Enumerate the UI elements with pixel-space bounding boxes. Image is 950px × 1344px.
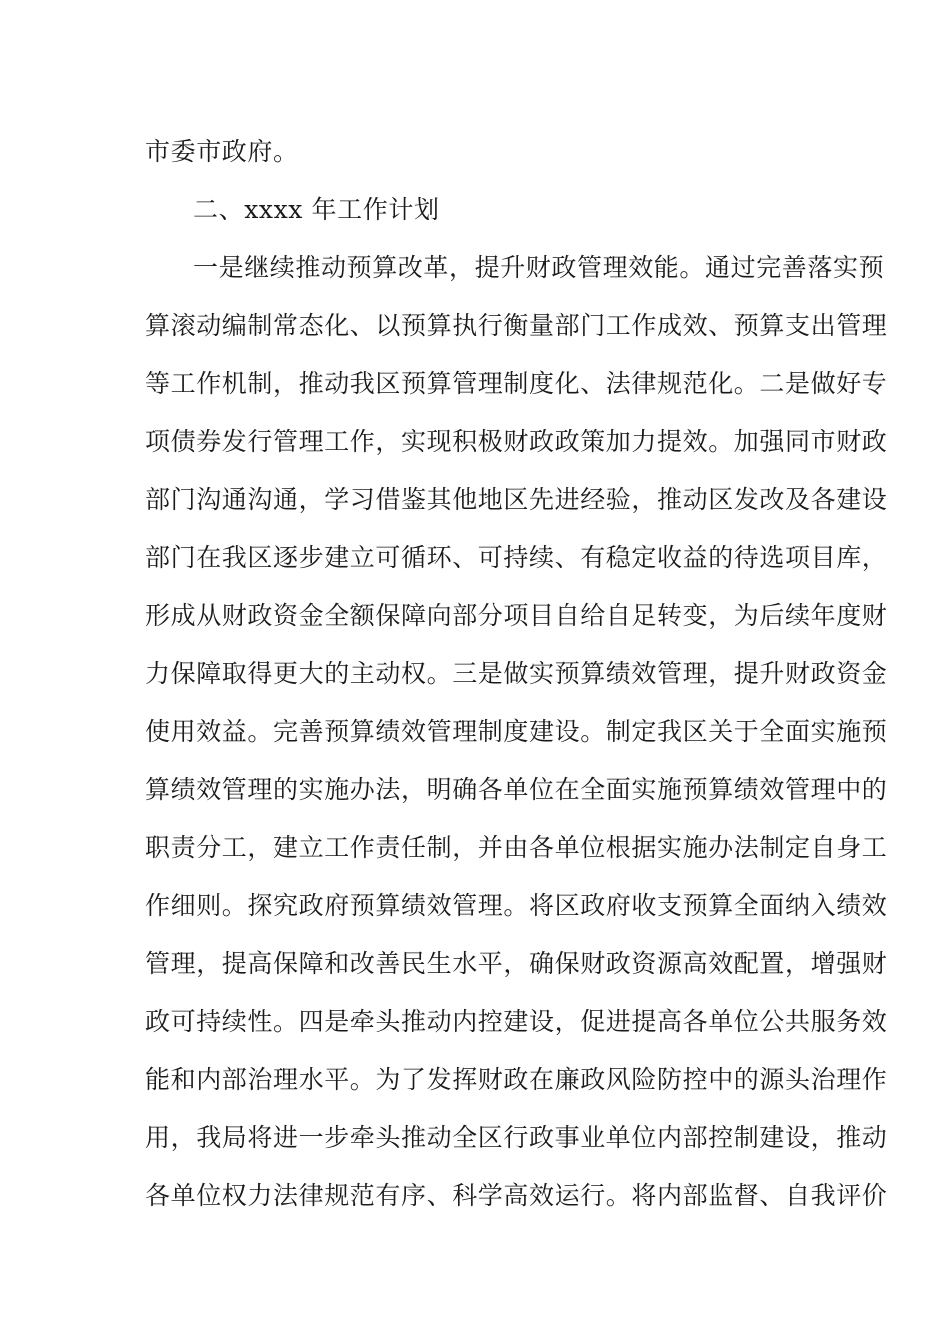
text-line: 使用效益。完善预算绩效管理制度建设。制定我区关于全面实施预 <box>145 717 888 746</box>
text-line: 能和内部治理水平。为了发挥财政在廉政风险防控中的源头治理作 <box>145 1065 888 1094</box>
text-line: 部门在我区逐步建立可循环、可持续、有稳定收益的待选项目库， <box>145 543 888 572</box>
text-line: 用，我局将进一步牵头推动全区行政事业单位内部控制建设，推动 <box>145 1123 888 1152</box>
text-line: 政可持续性。四是牵头推动内控建设，促进提高各单位公共服务效 <box>145 1007 888 1036</box>
text-line: 部门沟通沟通，学习借鉴其他地区先进经验，推动区发改及各建设 <box>145 485 888 514</box>
text-line: 算绩效管理的实施办法，明确各单位在全面实施预算绩效管理中的 <box>145 775 888 804</box>
text-line: 作细则。探究政府预算绩效管理。将区政府收支预算全面纳入绩效 <box>145 891 888 920</box>
text-line: 项债券发行管理工作，实现积极财政政策加力提效。加强同市财政 <box>145 427 888 456</box>
text-line: 一是继续推动预算改革，提升财政管理效能。通过完善落实预 <box>193 253 885 282</box>
text-line: 等工作机制，推动我区预算管理制度化、法律规范化。二是做好专 <box>145 369 888 398</box>
text-line: 市委市政府。 <box>145 137 299 166</box>
section-heading: 二、xxxx 年工作计划 <box>193 195 440 224</box>
text-line: 力保障取得更大的主动权。三是做实预算绩效管理，提升财政资金 <box>145 659 888 688</box>
text-line: 算滚动编制常态化、以预算执行衡量部门工作成效、预算支出管理 <box>145 311 888 340</box>
text-line: 各单位权力法律规范有序、科学高效运行。将内部监督、自我评价 <box>145 1181 888 1210</box>
text-line: 形成从财政资金全额保障向部分项目自给自足转变，为后续年度财 <box>145 601 888 630</box>
text-line: 职责分工，建立工作责任制，并由各单位根据实施办法制定自身工 <box>145 833 888 862</box>
text-line: 管理，提高保障和改善民生水平，确保财政资源高效配置，增强财 <box>145 949 888 978</box>
